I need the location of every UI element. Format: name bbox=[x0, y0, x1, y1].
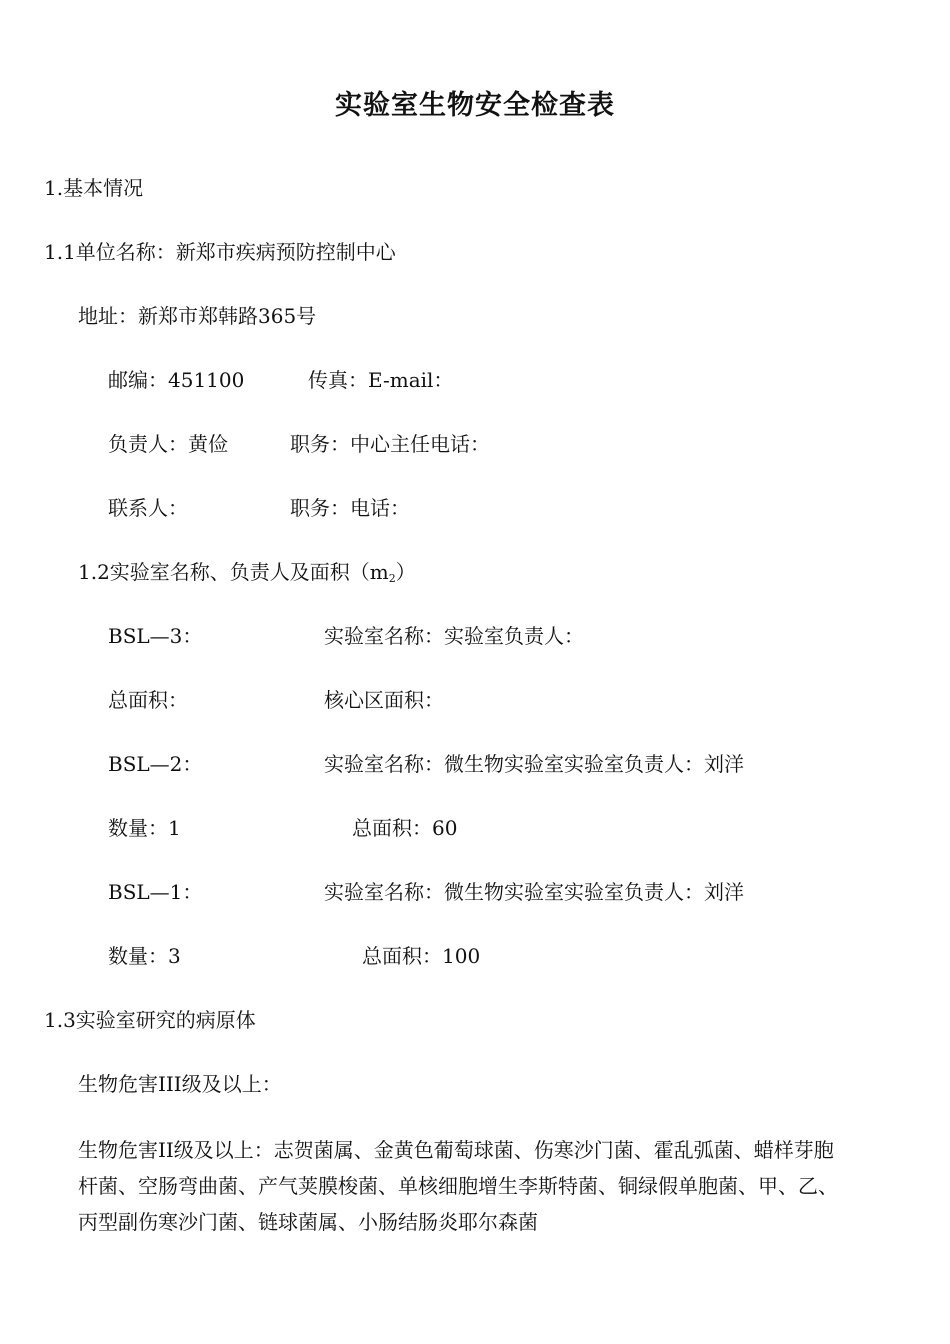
postcode: 邮编：451100 bbox=[108, 368, 245, 392]
hazard-level-3: 生物危害III级及以上： bbox=[78, 1072, 282, 1096]
bsl2-info: 实验室名称：微生物实验室实验室负责人：刘洋 bbox=[324, 752, 744, 776]
bsl2-count: 数量：1 bbox=[108, 816, 181, 840]
bsl2-label: BSL—2： bbox=[108, 752, 203, 776]
bsl3-label: BSL—3： bbox=[108, 624, 203, 648]
contact: 联系人： bbox=[108, 496, 188, 520]
bsl3-info: 实验室名称：实验室负责人： bbox=[324, 624, 584, 648]
address: 地址：新郑市郑韩路365号 bbox=[78, 304, 317, 328]
bsl1-label: BSL—1： bbox=[108, 880, 203, 904]
section-lab-names bbox=[78, 558, 416, 593]
unit-name: 1.1单位名称：新郑市疾病预防控制中心 bbox=[44, 240, 396, 264]
total-area-label: 总面积： bbox=[108, 688, 188, 712]
bsl2-area: 总面积：60 bbox=[352, 816, 458, 840]
leader-post: 职务：中心主任电话： bbox=[290, 432, 490, 456]
core-area-label: 核心区面积： bbox=[324, 688, 444, 712]
section-lab-names-close: ） bbox=[395, 560, 416, 584]
leader: 负责人：黄俭 bbox=[108, 432, 228, 456]
bsl1-info: 实验室名称：微生物实验室实验室负责人：刘洋 bbox=[324, 880, 744, 904]
section-basic-info: 1.基本情况 bbox=[44, 176, 144, 200]
page-title: 实验室生物安全检查表 bbox=[335, 90, 615, 121]
contact-post: 职务：电话： bbox=[290, 496, 410, 520]
section-pathogens: 1.3实验室研究的病原体 bbox=[44, 1008, 256, 1032]
bsl1-area: 总面积：100 bbox=[362, 944, 481, 968]
hazard-level-2: 生物危害II级及以上：志贺菌属、金黄色葡萄球菌、伤寒沙门菌、霍乱弧菌、蜡样芽胞杆菌、空肠弯曲菌、产气荚膜梭菌、单核细胞增生李斯特菌、铜绿假单胞菌、甲、乙、丙型副伤寒沙门菌、链球菌属、小肠结肠炎耶尔森菌 bbox=[78, 1138, 838, 1234]
fax-email: 传真：E-mail： bbox=[308, 368, 454, 392]
section-lab-names-text: 1.2实验室名称、负责人及面积（m bbox=[78, 560, 389, 584]
bsl1-count: 数量：3 bbox=[108, 944, 181, 968]
area-unit-subscript: 2 bbox=[388, 572, 396, 585]
